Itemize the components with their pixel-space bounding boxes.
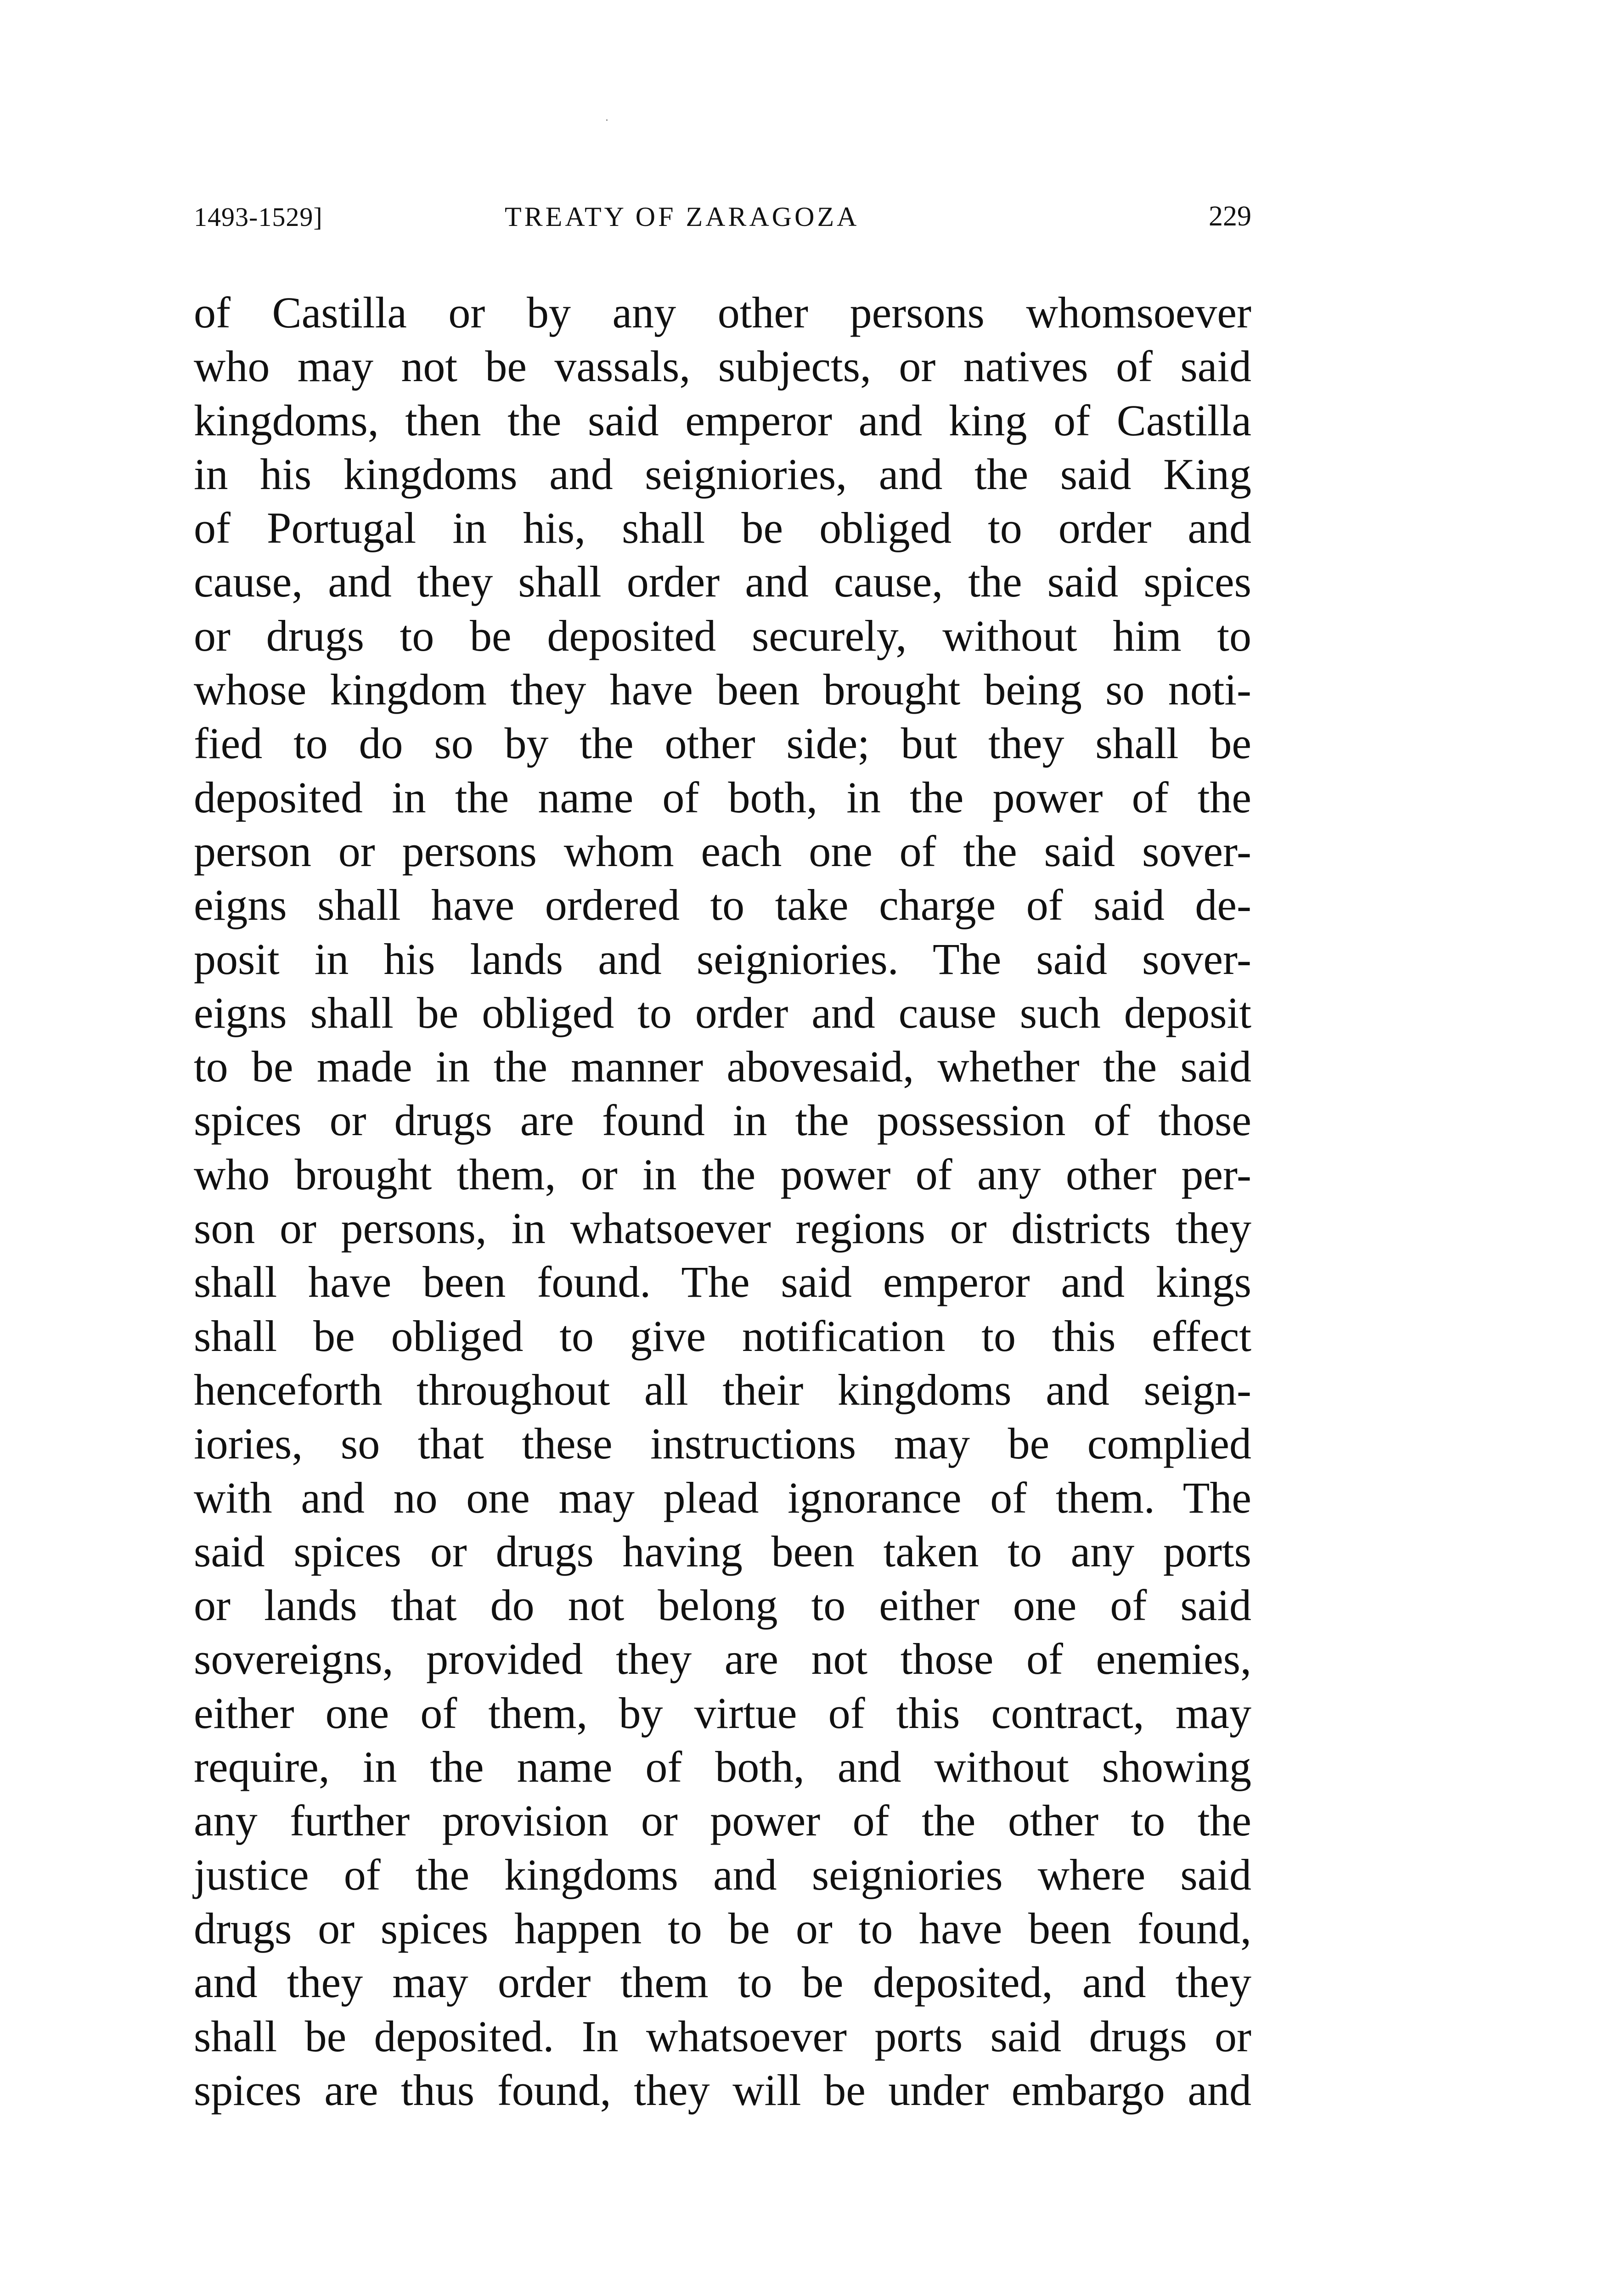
running-head-title: TREATY OF ZARAGOZA — [505, 202, 860, 232]
text-line: eigns shall be obliged to order and cause such deposit — [194, 988, 1251, 1037]
running-head — [194, 197, 1251, 239]
text-line: kingdoms, then the said emperor and king of Castilla — [194, 395, 1251, 445]
text-line: or drugs to be deposited securely, without him to — [194, 611, 1251, 660]
text-line: cause, and they shall order and cause, the said spices — [194, 557, 1251, 607]
text-line: of Portugal in his, shall be obliged to order and — [194, 503, 1251, 553]
text-line: justice of the kingdoms and seigniories where said — [194, 1850, 1251, 1899]
text-line: or lands that do not belong to either one of said — [194, 1581, 1251, 1630]
text-line: of Castilla or by any other persons whomsoever — [194, 288, 1251, 337]
text-line: who brought them, or in the power of any other per- — [194, 1149, 1251, 1199]
scan-speck — [606, 119, 608, 121]
running-head-years: 1493-1529] — [194, 202, 323, 232]
text-line: require, in the name of both, and without showing — [194, 1742, 1251, 1792]
text-line: either one of them, by virtue of this contract, may — [194, 1688, 1251, 1738]
text-line: drugs or spices happen to be or to have been found, — [194, 1903, 1251, 1953]
text-line: son or persons, in whatsoever regions or districts they — [194, 1204, 1251, 1253]
text-line: any further provision or power of the other to the — [194, 1796, 1251, 1846]
text-line: iories, so that these instructions may be complied — [194, 1419, 1251, 1469]
text-line: in his kingdoms and seigniories, and the said King — [194, 449, 1251, 499]
text-line: sovereigns, provided they are not those of enemies, — [194, 1634, 1251, 1684]
text-line: with and no one may plead ignorance of them. The — [194, 1473, 1251, 1522]
page-number: 229 — [1209, 201, 1251, 232]
text-line: henceforth throughout all their kingdoms and seign- — [194, 1365, 1251, 1414]
text-line: shall be obliged to give notification to this effect — [194, 1311, 1251, 1361]
text-line: fied to do so by the other side; but they shall be — [194, 719, 1251, 768]
text-line: said spices or drugs having been taken to any ports — [194, 1526, 1251, 1576]
text-line: eigns shall have ordered to take charge of said de- — [194, 880, 1251, 930]
text-line: posit in his lands and seigniories. The said sover- — [194, 934, 1251, 984]
text-line: shall have been found. The said emperor and kings — [194, 1257, 1251, 1307]
text-line: whose kingdom they have been brought being so noti- — [194, 665, 1251, 715]
text-line: person or persons whom each one of the said sover- — [194, 826, 1251, 876]
text-line: deposited in the name of both, in the power of the — [194, 772, 1251, 822]
text-line: to be made in the manner abovesaid, whether the said — [194, 1042, 1251, 1092]
text-line: and they may order them to be deposited, and they — [194, 1958, 1251, 2007]
text-line: spices or drugs are found in the possession of those — [194, 1096, 1251, 1145]
text-line: shall be deposited. In whatsoever ports said drugs or — [194, 2011, 1251, 2061]
body-text — [194, 286, 1251, 2117]
text-line: who may not be vassals, subjects, or natives of said — [194, 342, 1251, 391]
text-line: spices are thus found, they will be under embargo and — [194, 2065, 1251, 2115]
